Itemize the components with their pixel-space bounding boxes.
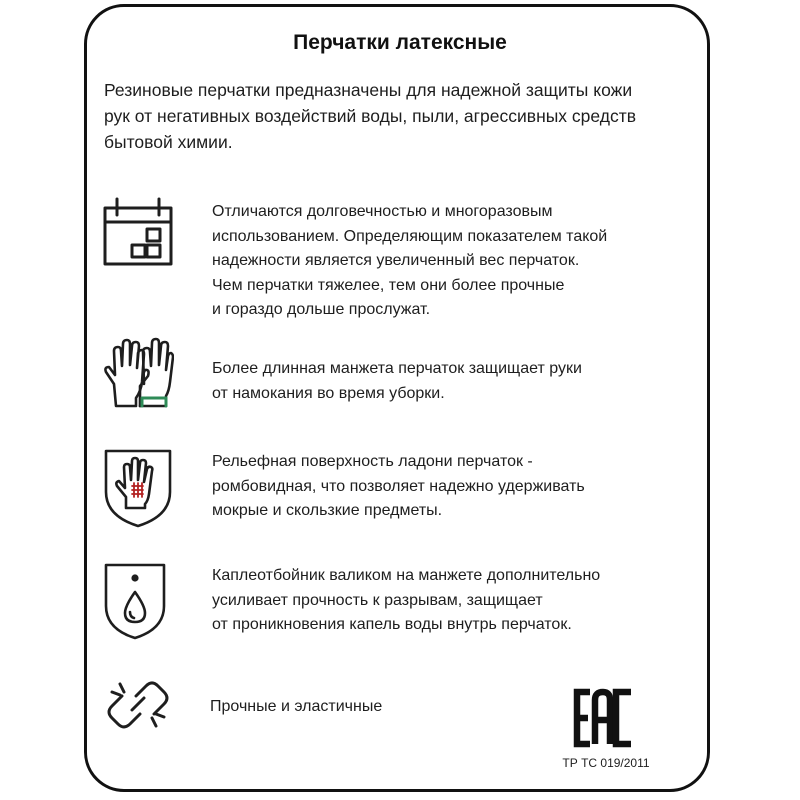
feature-text — [212, 450, 585, 524]
feature-line: Чем перчатки тяжелее, тем они более прочные — [212, 276, 565, 294]
feature-line: мокрые и скользкие предметы. — [212, 502, 443, 519]
feature-line: надежности является увеличенный вес перчаток. — [212, 252, 580, 269]
feature-line: Более длинная манжета перчаток защищает руки — [212, 360, 582, 377]
calendar-icon — [102, 196, 174, 268]
feature-line: от намокания во время уборки. — [212, 384, 445, 402]
feature-line: Отличаются долговечностью и многоразовым — [212, 203, 553, 220]
feature-line: Прочные и эластичные — [210, 698, 383, 715]
feature-line: усиливает прочность к разрывам, защищает — [212, 591, 543, 609]
feature-line: от проникновения капель воды внутрь перчаток. — [212, 616, 572, 633]
intro-line: рук от негативных воздействий воды, пыли, агрессивных средств — [104, 106, 637, 126]
feature-line: Каплеотбойник валиком на манжете дополнительно — [212, 567, 601, 584]
page-title: Перчатки латексные — [293, 31, 507, 54]
intro-line: бытовой химии. — [104, 132, 233, 152]
feature-text — [210, 695, 382, 720]
feature-text — [212, 564, 600, 638]
feature-line: использованием. Определяющим показателем такой — [212, 227, 608, 245]
eac-mark-icon — [572, 688, 636, 748]
drop-shield-icon — [104, 562, 166, 640]
intro-line: Резиновые перчатки предназначены для надежной защиты кожи — [104, 80, 633, 100]
feature-line: и гораздо дольше прослужат. — [212, 301, 431, 318]
feature-text — [212, 200, 607, 323]
intro-paragraph — [104, 77, 694, 155]
chain-link-icon — [106, 680, 170, 730]
feature-text — [212, 357, 582, 406]
certificate-code: ТР ТС 019/2011 — [562, 756, 650, 770]
hand-shield-icon — [104, 448, 172, 528]
feature-line: ромбовидная, что позволяет надежно удерживать — [212, 477, 585, 495]
feature-line: Рельефная поверхность ладони перчаток - — [212, 453, 533, 470]
gloves-icon — [102, 336, 174, 410]
